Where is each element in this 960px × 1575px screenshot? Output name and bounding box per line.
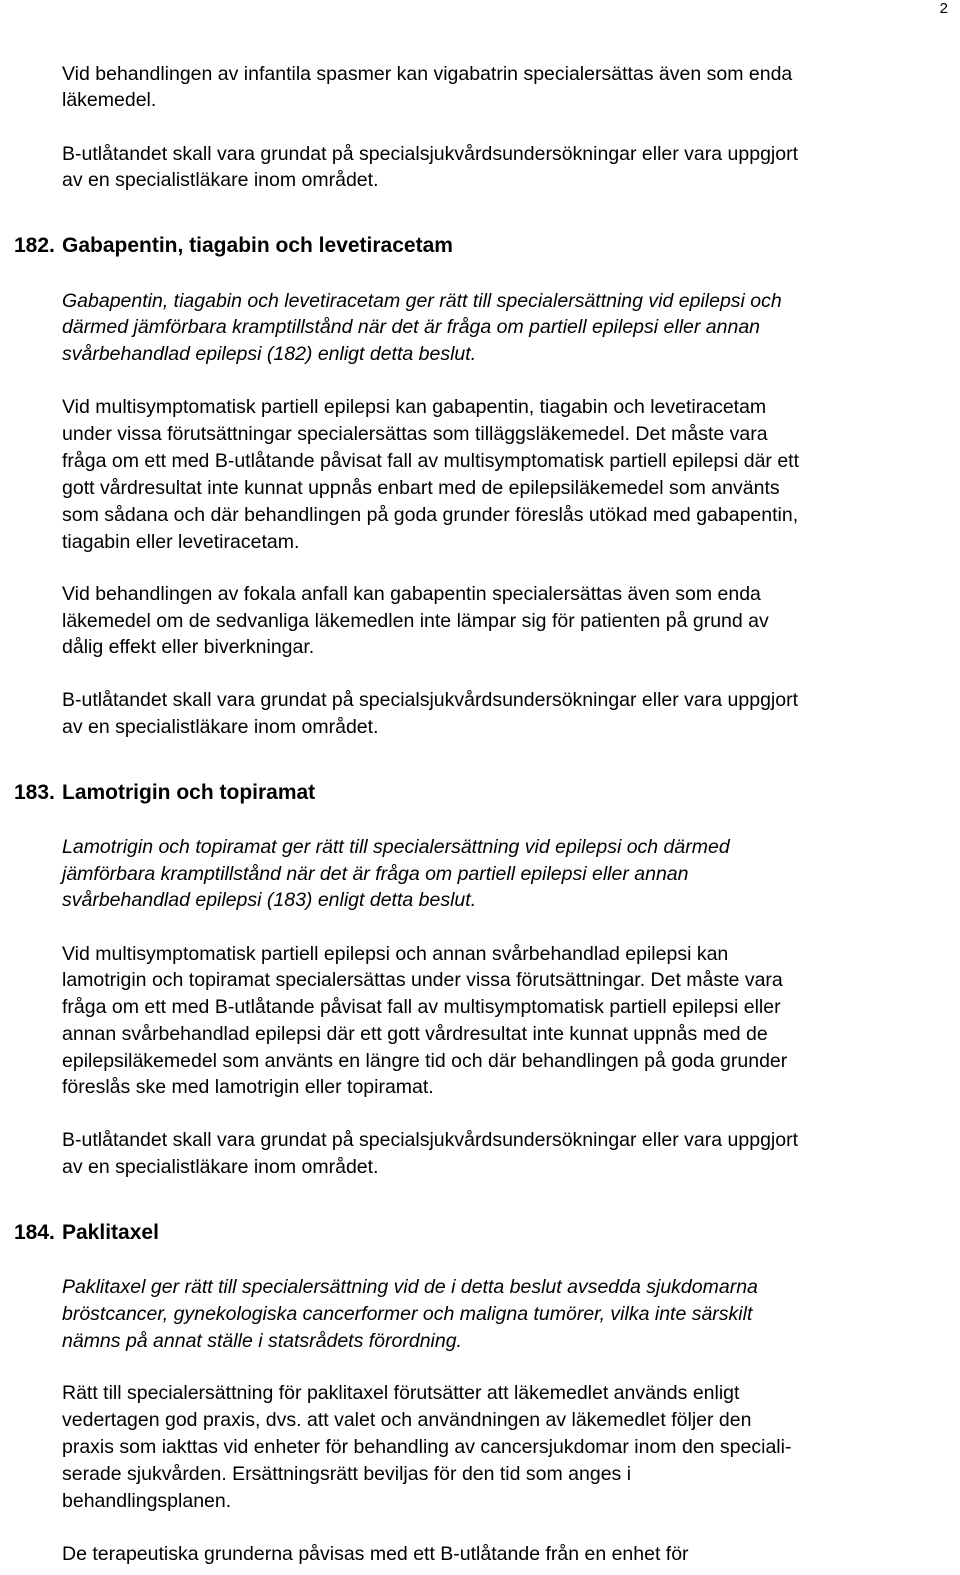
text-line: gott vårdresultat inte kunnat uppnås enbart med de epilepsiläkemedel som använts: [62, 477, 780, 499]
text-line: Vid multisymptomatisk partiell epilepsi kan gabapentin, tiagabin och levetiracetam: [62, 396, 767, 418]
section-title: Lamotrigin och topiramat: [62, 781, 316, 804]
page-number: 2: [939, 0, 948, 17]
section-heading-183: [14, 780, 315, 806]
section-heading-182: [14, 233, 453, 259]
text-line: nämns på annat ställe i statsrådets förordning.: [62, 1330, 462, 1352]
text-line: under vissa förutsättningar specialersättas som tilläggsläkemedel. Det måste vara: [62, 423, 768, 445]
text-line: vedertagen god praxis, dvs. att valet och användningen av läkemedlet följer den: [62, 1409, 752, 1431]
text-line: läkemedel om de sedvanliga läkemedlen inte lämpar sig för patienten på grund av: [62, 610, 769, 632]
section-title: Gabapentin, tiagabin och levetiracetam: [62, 234, 453, 257]
text-line: praxis som iakttas vid enheter för behandling av cancersjukdomar inom den speciali-: [62, 1436, 792, 1458]
text-line: tiagabin eller levetiracetam.: [62, 531, 300, 553]
text-line: Lamotrigin och topiramat ger rätt till specialersättning vid epilepsi och därmed: [62, 836, 730, 858]
text-line: Vid behandlingen av fokala anfall kan gabapentin specialersättas även som enda: [62, 583, 761, 605]
text-line: fråga om ett med B-utlåtande påvisat fall av multisymptomatisk partiell epilepsi eller: [62, 996, 781, 1018]
text-line: Paklitaxel ger rätt till specialersättning vid de i detta beslut avsedda sjukdomarna: [62, 1276, 758, 1298]
text-line: Vid behandlingen av infantila spasmer kan vigabatrin specialersättas även som enda: [62, 63, 793, 85]
text-line: svårbehandlad epilepsi (182) enligt detta beslut.: [62, 343, 477, 365]
text-line: därmed jämförbara kramptillstånd när det är fråga om partiell epilepsi eller annan: [62, 316, 761, 338]
text-line: lamotrigin och topiramat specialersättas under vissa förutsättningar. Det måste vara: [62, 969, 783, 991]
text-line: som sådana och där behandlingen på goda grunder föreslås utökad med gabapentin,: [62, 504, 799, 526]
section-number: 183.: [14, 781, 55, 804]
text-line: B-utlåtandet skall vara grundat på specialsjukvårdsundersökningar eller vara uppgjort: [62, 689, 799, 711]
section-number: 182.: [14, 234, 55, 257]
text-line: annan svårbehandlad epilepsi där ett gott vårdresultat inte kunnat uppnås med de: [62, 1023, 768, 1045]
text-line: Rätt till specialersättning för paklitaxel förutsätter att läkemedlet används enligt: [62, 1382, 740, 1404]
text-line: Gabapentin, tiagabin och levetiracetam ger rätt till specialersättning vid epilepsi och: [62, 290, 782, 312]
text-line: svårbehandlad epilepsi (183) enligt detta beslut.: [62, 889, 477, 911]
text-line: epilepsiläkemedel som använts en längre tid och där behandlingen på goda grunder: [62, 1050, 788, 1072]
section-heading-184: [14, 1220, 159, 1246]
text-line: fråga om ett med B-utlåtande påvisat fall av multisymptomatisk partiell epilepsi där ett: [62, 450, 800, 472]
text-line: av en specialistläkare inom området.: [62, 716, 379, 738]
text-line: Vid multisymptomatisk partiell epilepsi och annan svårbehandlad epilepsi kan: [62, 943, 729, 965]
section-number: 184.: [14, 1221, 55, 1244]
text-line: dålig effekt eller biverkningar.: [62, 636, 315, 658]
text-line: läkemedel.: [62, 89, 157, 111]
text-line: bröstcancer, gynekologiska cancerformer och maligna tumörer, vilka inte särskilt: [62, 1303, 753, 1325]
text-line: B-utlåtandet skall vara grundat på specialsjukvårdsundersökningar eller vara uppgjort: [62, 1129, 799, 1151]
section-title: Paklitaxel: [62, 1221, 159, 1244]
text-line: behandlingsplanen.: [62, 1490, 232, 1512]
text-line: av en specialistläkare inom området.: [62, 169, 379, 191]
text-line: De terapeutiska grunderna påvisas med ett B-utlåtande från en enhet för: [62, 1543, 689, 1565]
text-line: jämförbara kramptillstånd när det är fråga om partiell epilepsi eller annan: [62, 863, 689, 885]
text-line: föreslås ske med lamotrigin eller topiramat.: [62, 1076, 434, 1098]
text-line: serade sjukvården. Ersättningsrätt beviljas för den tid som anges i: [62, 1463, 632, 1485]
text-line: B-utlåtandet skall vara grundat på specialsjukvårdsundersökningar eller vara uppgjort: [62, 143, 799, 165]
text-line: av en specialistläkare inom området.: [62, 1156, 379, 1178]
